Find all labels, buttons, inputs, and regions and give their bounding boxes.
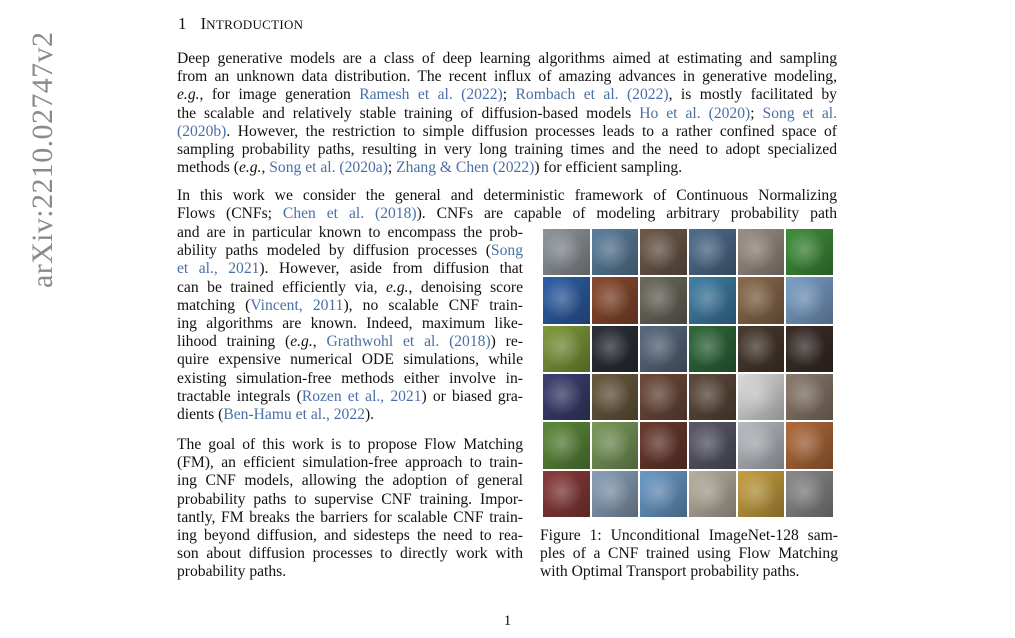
- intro-paragraph-3: [177, 436, 523, 582]
- sample-image-tile: [592, 277, 639, 323]
- text-line: sampling probability paths, resulting in very long training times and the need to adopt specialized: [177, 141, 837, 159]
- sample-image-tile: [543, 229, 590, 275]
- citation-link[interactable]: Song et al.: [762, 104, 837, 122]
- sample-image-tile: [738, 374, 785, 420]
- citation-link[interactable]: Ho et al. (2020): [639, 104, 751, 122]
- citation-link[interactable]: et al., 2021: [177, 260, 260, 278]
- arxiv-identifier: arXiv:2210.02747v2: [26, 31, 59, 288]
- sample-image-tile: [786, 229, 833, 275]
- intro-paragraph-2-column: [177, 224, 523, 424]
- sample-image-tile: [738, 277, 785, 323]
- text-run: . However, the restriction to simple diffusion processes leads to a rather confined space of: [226, 122, 837, 140]
- sample-image-tile: [592, 326, 639, 372]
- text-line: probability paths to supervise CNF training. Impor-: [177, 490, 523, 508]
- text-run: methods (: [177, 159, 239, 177]
- text-run: , denoising score: [408, 278, 523, 296]
- text-line: and are in particular known to encompass the prob-: [177, 224, 523, 241]
- sample-image-tile: [640, 229, 687, 275]
- sample-image-tile: [786, 277, 833, 323]
- sample-image-tile: [689, 374, 736, 420]
- citation-link[interactable]: (2020b): [177, 122, 227, 140]
- sample-image-tile: [592, 422, 639, 468]
- text-line: ing beyond diffusion, and sidesteps the need to rea-: [177, 527, 523, 545]
- citation-link[interactable]: Vincent, 2011: [250, 296, 344, 314]
- section-title-initial: I: [200, 14, 207, 33]
- text-run: lihood training (: [177, 333, 291, 351]
- figure-caption: [540, 527, 838, 582]
- text-run: ). CNFs are capable of modeling arbitrary probability path: [416, 205, 838, 223]
- text-line: tantly, FM breaks the barriers for scalable CNF train-: [177, 508, 523, 526]
- sample-image-tile: [738, 471, 785, 517]
- text-run: ) or biased gra-: [421, 387, 524, 405]
- citation-link[interactable]: Song et al. (2020a): [269, 159, 388, 177]
- text-line: [177, 86, 837, 104]
- caption-line: ples of a CNF trained using Flow Matching: [540, 545, 838, 563]
- sample-image-tile: [543, 374, 590, 420]
- text-line: The goal of this work is to propose Flow Matching: [177, 436, 523, 453]
- sample-image-tile: [689, 277, 736, 323]
- text-line: son about diffusion processes to directly work with: [177, 545, 523, 563]
- sample-image-tile: [640, 326, 687, 372]
- sample-image-tile: [640, 277, 687, 323]
- sample-image-tile: [786, 471, 833, 517]
- citation-link[interactable]: Rozen et al., 2021: [301, 387, 422, 405]
- citation-link[interactable]: Chen et al. (2018): [282, 205, 417, 223]
- text-line: probability paths.: [177, 563, 287, 581]
- text-line: ing CNF models, allowing the adoption of general: [177, 472, 523, 490]
- text-run: , for image generation: [199, 86, 360, 104]
- text-run: ), no scalable CNF train-: [343, 296, 523, 314]
- sample-image-tile: [786, 422, 833, 468]
- text-run: ,: [261, 159, 270, 177]
- text-run: ability paths modeled by diffusion processes (: [177, 242, 491, 260]
- sample-image-tile: [543, 422, 590, 468]
- page-number: 1: [503, 613, 512, 629]
- text-line: [177, 388, 523, 406]
- text-run: can be trained efficiently via,: [177, 278, 386, 296]
- text-line: [177, 242, 523, 260]
- sample-image-tile: [640, 374, 687, 420]
- citation-link[interactable]: Zhang & Chen (2022): [396, 159, 535, 177]
- text-line: Deep generative models are a class of deep learning algorithms aimed at estimating and sampling: [177, 50, 837, 67]
- citation-link[interactable]: Rombach et al. (2022): [515, 86, 669, 104]
- sample-image-tile: [543, 277, 590, 323]
- text-line: [177, 260, 523, 278]
- sample-image-tile: [786, 374, 833, 420]
- latin-abbrev: e.g.: [386, 278, 409, 296]
- intro-paragraph-1: [177, 50, 837, 177]
- text-run: ) re-: [490, 333, 523, 351]
- text-line: from an unknown data distribution. The recent influx of amazing advances in generative modeling,: [177, 68, 837, 86]
- citation-link[interactable]: Ramesh et al. (2022): [359, 86, 503, 104]
- sample-image-tile: [689, 422, 736, 468]
- text-line: existing simulation-free methods either involve in-: [177, 369, 523, 387]
- citation-link[interactable]: Ben-Hamu et al., 2022: [223, 406, 365, 424]
- sample-image-tile: [592, 374, 639, 420]
- sample-image-tile: [738, 422, 785, 468]
- text-run: ). However, aside from diffusion that: [259, 260, 523, 278]
- text-line: [177, 406, 523, 424]
- text-line: ing algorithms are known. Indeed, maximum like-: [177, 315, 523, 333]
- sample-image-tile: [738, 326, 785, 372]
- text-line: [177, 123, 837, 141]
- sample-image-tile: [640, 422, 687, 468]
- text-line: [177, 297, 523, 315]
- text-line: (FM), an efficient simulation-free approach to train-: [177, 454, 523, 472]
- sample-image-tile: [640, 471, 687, 517]
- text-line: quire expensive numerical ODE simulations, while: [177, 351, 523, 369]
- text-run: ;: [750, 104, 763, 122]
- text-line: [177, 279, 523, 297]
- text-run: tractable integrals (: [177, 387, 302, 405]
- latin-abbrev: e.g.: [177, 86, 200, 104]
- citation-link[interactable]: Grathwohl et al. (2018): [326, 333, 491, 351]
- section-heading: [178, 14, 303, 34]
- section-number: 1: [178, 14, 187, 33]
- text-run: ;: [387, 159, 397, 177]
- text-line: [177, 205, 837, 223]
- sample-image-tile: [592, 471, 639, 517]
- sample-image-tile: [592, 229, 639, 275]
- text-run: dients (: [177, 406, 224, 424]
- text-run: Flows (CNFs;: [177, 205, 283, 223]
- text-line: In this work we consider the general and deterministic framework of Continuous Normalizing: [177, 187, 837, 204]
- imagenet-sample-grid: [543, 229, 833, 517]
- text-run: the scalable and relatively stable training of diffusion-based models: [177, 104, 640, 122]
- text-run: matching (: [177, 296, 251, 314]
- text-line: [177, 333, 523, 351]
- text-line: [177, 159, 837, 177]
- sample-image-tile: [689, 326, 736, 372]
- sample-image-tile: [543, 326, 590, 372]
- section-title-rest: NTRODUCTION: [206, 17, 304, 32]
- text-run: ) for efficient sampling.: [534, 159, 683, 177]
- text-run: ).: [364, 406, 375, 424]
- text-run: ,: [312, 333, 327, 351]
- caption-line: with Optimal Transport probability paths.: [540, 563, 800, 581]
- latin-abbrev: e.g.: [290, 333, 313, 351]
- latin-abbrev: e.g.: [238, 159, 262, 177]
- sample-image-tile: [786, 326, 833, 372]
- intro-paragraph-2-top: [177, 187, 837, 223]
- citation-link[interactable]: Song: [490, 242, 523, 260]
- sample-image-tile: [543, 471, 590, 517]
- sample-image-tile: [689, 229, 736, 275]
- text-line: [177, 105, 837, 123]
- caption-line: Figure 1: Unconditional ImageNet-128 sam-: [540, 527, 838, 544]
- sample-image-tile: [738, 229, 785, 275]
- text-run: , is mostly facilitated by: [668, 86, 837, 104]
- sample-image-tile: [689, 471, 736, 517]
- text-run: ;: [502, 86, 516, 104]
